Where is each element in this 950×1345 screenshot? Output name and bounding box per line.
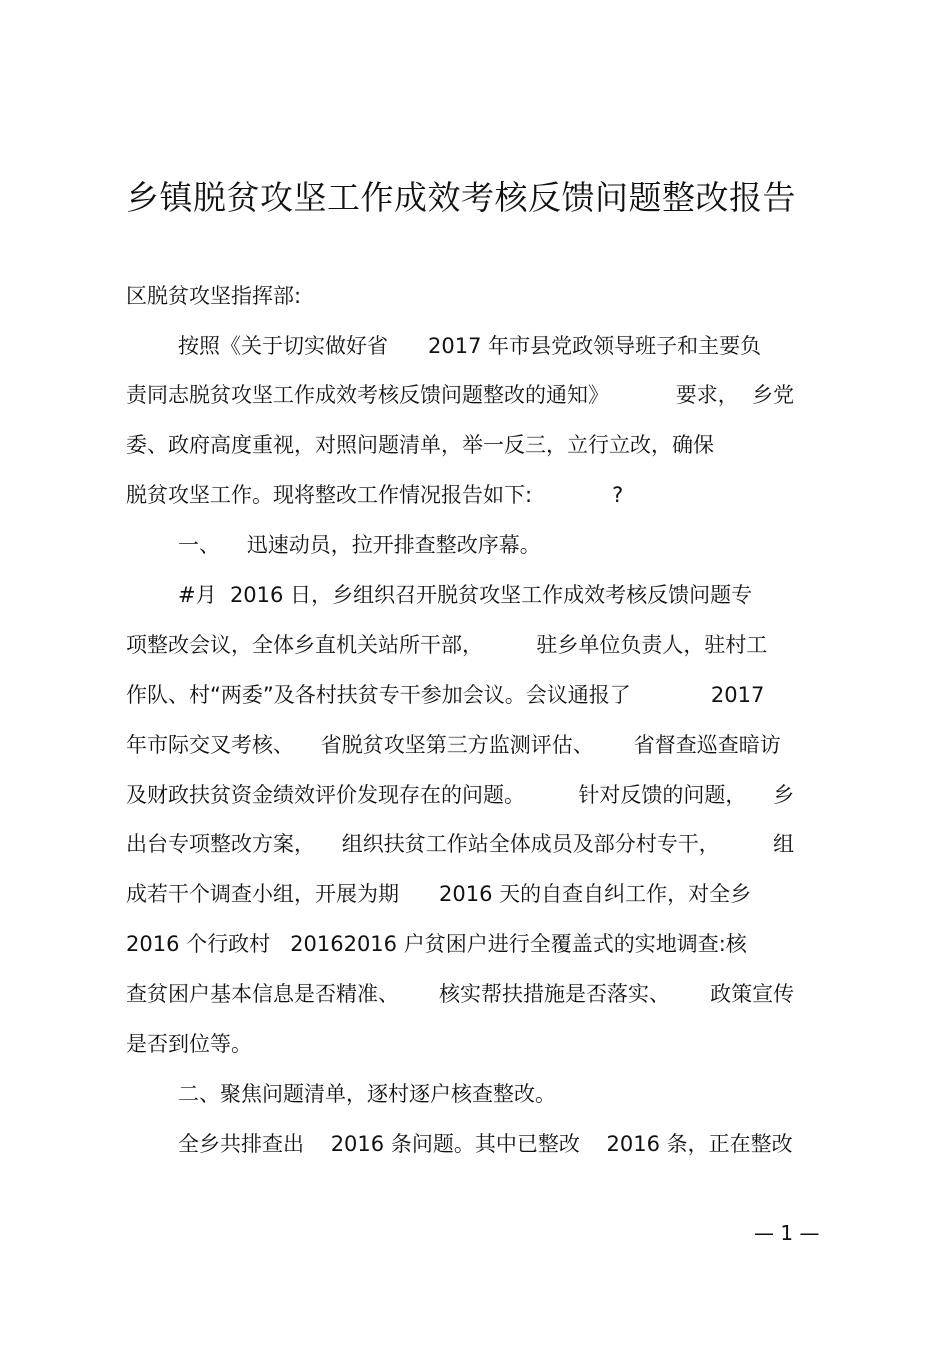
paragraph-line: 年市际交叉考核、 省脱贫攻坚第三方监测评估、 省督查巡查暗访: [126, 733, 781, 757]
salutation: 区脱贫攻坚指挥部:: [126, 284, 302, 308]
paragraph-line: 是否到位等。: [126, 1032, 252, 1056]
section-heading: 一、 迅速动员，拉开排查整改序幕。: [178, 533, 541, 557]
paragraph-line: 成若干个调查小组，开展为期 2016 天的自查自纠工作，对全乡: [126, 882, 752, 906]
paragraph-line: 作队、村“两委”及各村扶贫专干参加会议。会议通报了 2017: [126, 683, 765, 707]
paragraph-line: 及财政扶贫资金绩效评价发现存在的问题。 针对反馈的问题， 乡: [126, 783, 795, 807]
paragraph-line: 2016 个行政村 20162016 户贫困户进行全覆盖式的实地调查:核: [126, 932, 747, 956]
page-number: — 1 —: [754, 1221, 820, 1245]
paragraph-line: 脱贫攻坚工作。现将整改工作情况报告如下: ?: [126, 483, 624, 507]
paragraph-line: 查贫困户基本信息是否精准、 核实帮扶措施是否落实、 政策宣传: [126, 982, 795, 1006]
section-heading: 二、聚焦问题清单，逐村逐户核查整改。: [178, 1082, 556, 1106]
paragraph-line: 按照《关于切实做好省 2017 年市县党政领导班子和主要负: [178, 334, 762, 358]
paragraph-line: 项整改会议，全体乡直机关站所干部， 驻乡单位负责人，驻村工: [126, 633, 768, 657]
paragraph-line: 委、政府高度重视，对照问题清单，举一反三，立行立改，确保: [126, 433, 714, 457]
paragraph-line: 出台专项整改方案， 组织扶贫工作站全体成员及部分村专干， 组: [126, 832, 795, 856]
paragraph-line: #月 2016 日，乡组织召开脱贫攻坚工作成效考核反馈问题专: [178, 583, 753, 607]
paragraph-line: 全乡共排查出 2016 条问题。其中已整改 2016 条，正在整改: [178, 1132, 793, 1156]
document-title: 乡镇脱贫攻坚工作成效考核反馈问题整改报告: [126, 178, 796, 217]
paragraph-line: 责同志脱贫攻坚工作成效考核反馈问题整改的通知》 要求， 乡党: [126, 383, 795, 407]
